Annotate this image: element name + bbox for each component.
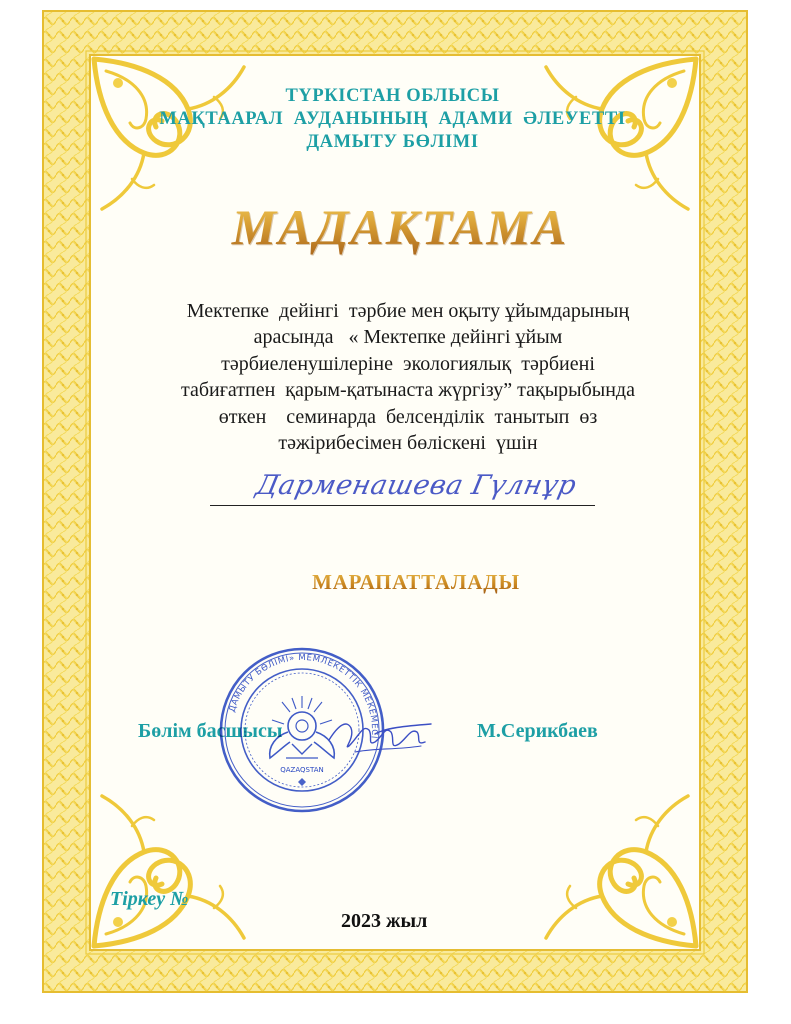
awarded-caption: МАРАПАТТАЛАДЫ (250, 570, 582, 595)
signatory-name: М.Серикбаев (477, 720, 598, 742)
handwritten-signature (325, 706, 435, 766)
recipient-underline (210, 505, 595, 506)
header-department-line-2: ДАМЫТУ БӨЛІМІ (306, 132, 479, 152)
certificate-title: МАДАҚТАМА (150, 196, 650, 258)
body-line: табиғатпен қарым-қатынаста жүргізу” тақырыбында (180, 379, 635, 402)
body-line: өткен семинарда белсенділік танытып өз (218, 405, 598, 428)
stamp-center-text: QAZAQSTAN (280, 766, 324, 774)
body-line: арасында « Мектепке дейінгі ұйым (253, 326, 563, 349)
recipient-name-handwritten: Дарменашева Гүлнұр (253, 470, 580, 501)
certificate-body (150, 298, 666, 456)
registration-label: Тіркеу № (110, 888, 189, 910)
signatory-position: Бөлім басшысы (138, 720, 283, 742)
body-line: Мектепке дейінгі тәрбие мен оқыту ұйымдарының (186, 300, 630, 322)
body-line: тәрбиеленушілеріне экологиялық тәрбиені (221, 352, 595, 375)
body-line: тәжірибесімен бөліскені үшін (278, 432, 538, 455)
certificate-year: 2023 жыл (341, 910, 428, 932)
stamp-ring-text: ДАМЫТУ БӨЛІМІ» МЕМЛЕКЕТТІК МЕКЕМЕСІ (227, 652, 380, 740)
header-region: ТҮРКІСТАН ОБЛЫСЫ (285, 86, 500, 106)
header-department-line: МАҚТААРАЛ АУДАНЫНЫҢ АДАМИ ӘЛЕУЕТТІ (159, 109, 626, 129)
